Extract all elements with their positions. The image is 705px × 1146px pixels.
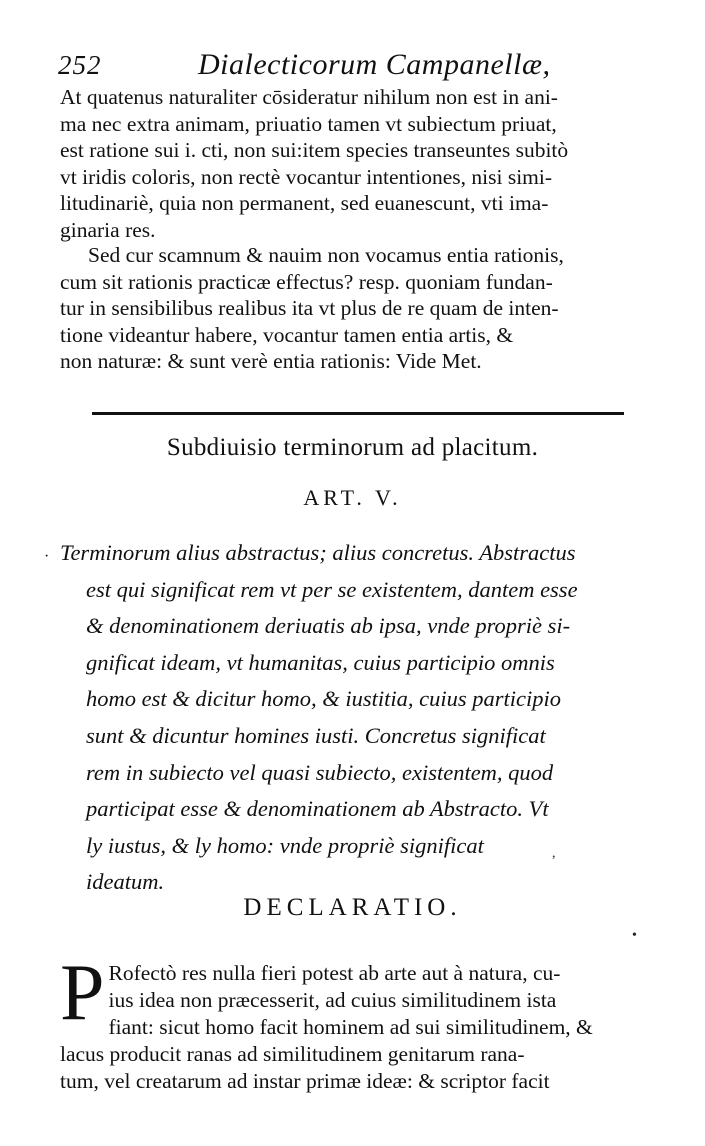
text-line: est qui significat rem vt per se existentem, dantem esse: [86, 576, 578, 602]
text-line: Sed cur scamnum & nauim non vocamus entia rationis,: [88, 243, 564, 267]
article-text: [60, 535, 646, 901]
ink-speck-icon: •: [632, 928, 637, 943]
paragraph-3: [60, 949, 648, 1095]
declaratio-heading: DECLARATIO.: [243, 894, 462, 921]
running-title: Dialecticorum Campanellæ,: [198, 48, 551, 81]
text-line: ideatum.: [86, 869, 165, 895]
text-line: & denominationem deriuatis ab ipsa, vnde propriè si-: [86, 613, 571, 639]
text-line: participat esse & denominationem ab Abstracto. Vt: [86, 796, 549, 822]
ink-speck-icon: ,: [552, 846, 556, 861]
text-line: ius idea non præcesserit, ad cuius similitudinem ista: [108, 988, 557, 1012]
text-line: fiant: sicut homo facit hominem ad sui similitudinem, &: [108, 1015, 593, 1039]
text-line: litudinariè, quia non permanent, sed euanescunt, vti ima-: [60, 191, 549, 215]
text-line: ginaria res.: [60, 217, 156, 242]
text-line: rem in subiecto vel quasi subiecto, existentem, quod: [86, 759, 554, 785]
text-line: ly iustus, & ly homo: vnde propriè significat: [86, 832, 484, 858]
text-line: Terminorum alius abstractus; alius concretus. Abstractus: [60, 540, 576, 565]
paragraph-2: [60, 242, 648, 375]
text-line: homo est & dicitur homo, & iustitia, cuius participio: [86, 686, 561, 712]
text-line: vt iridis coloris, non rectè vocantur intentiones, nisi simi-: [60, 164, 553, 189]
text-line: cum sit rationis practicæ effectus? resp. quoniam fundan-: [60, 269, 553, 294]
page-number: 252: [58, 50, 102, 80]
text-line: gnificat ideam, vt humanitas, cuius participio omnis: [86, 649, 555, 675]
drop-cap: P: [60, 949, 105, 1037]
text-line: tione videantur habere, vocantur tamen entia artis, &: [60, 322, 514, 347]
text-line: ma nec extra animam, priuatio tamen vt subiectum priuat,: [60, 111, 557, 136]
text-line: tum, vel creatarum ad instar primæ ideæ: & scriptor facit: [60, 1069, 550, 1093]
page-header: [58, 38, 648, 88]
text-line: tur in sensibilibus realibus ita vt plus de re quam de inten-: [60, 296, 559, 320]
text-line: non naturæ: & sunt verè entia rationis: Vide Met.: [60, 349, 482, 373]
text-line: At quatenus naturaliter cōsideratur nihilum non est in ani-: [60, 85, 558, 109]
section-heading: Subdiuisio terminorum ad placitum.: [166, 434, 539, 461]
horizontal-rule: [92, 412, 624, 415]
bullet-dot-icon: ·: [44, 548, 50, 565]
text-line: lacus producit ranas ad similitudinem genitarum rana-: [60, 1042, 525, 1066]
text-line: est ratione sui i. cti, non sui:item species transeuntes subitò: [60, 138, 569, 162]
article-label: ART. V.: [303, 485, 402, 510]
text-line: sunt & dicuntur homines iusti. Concretus significat: [86, 722, 546, 748]
text-line: Rofectò res nulla fieri potest ab arte aut à natura, cu-: [108, 961, 561, 985]
paragraph-1: [60, 84, 648, 243]
